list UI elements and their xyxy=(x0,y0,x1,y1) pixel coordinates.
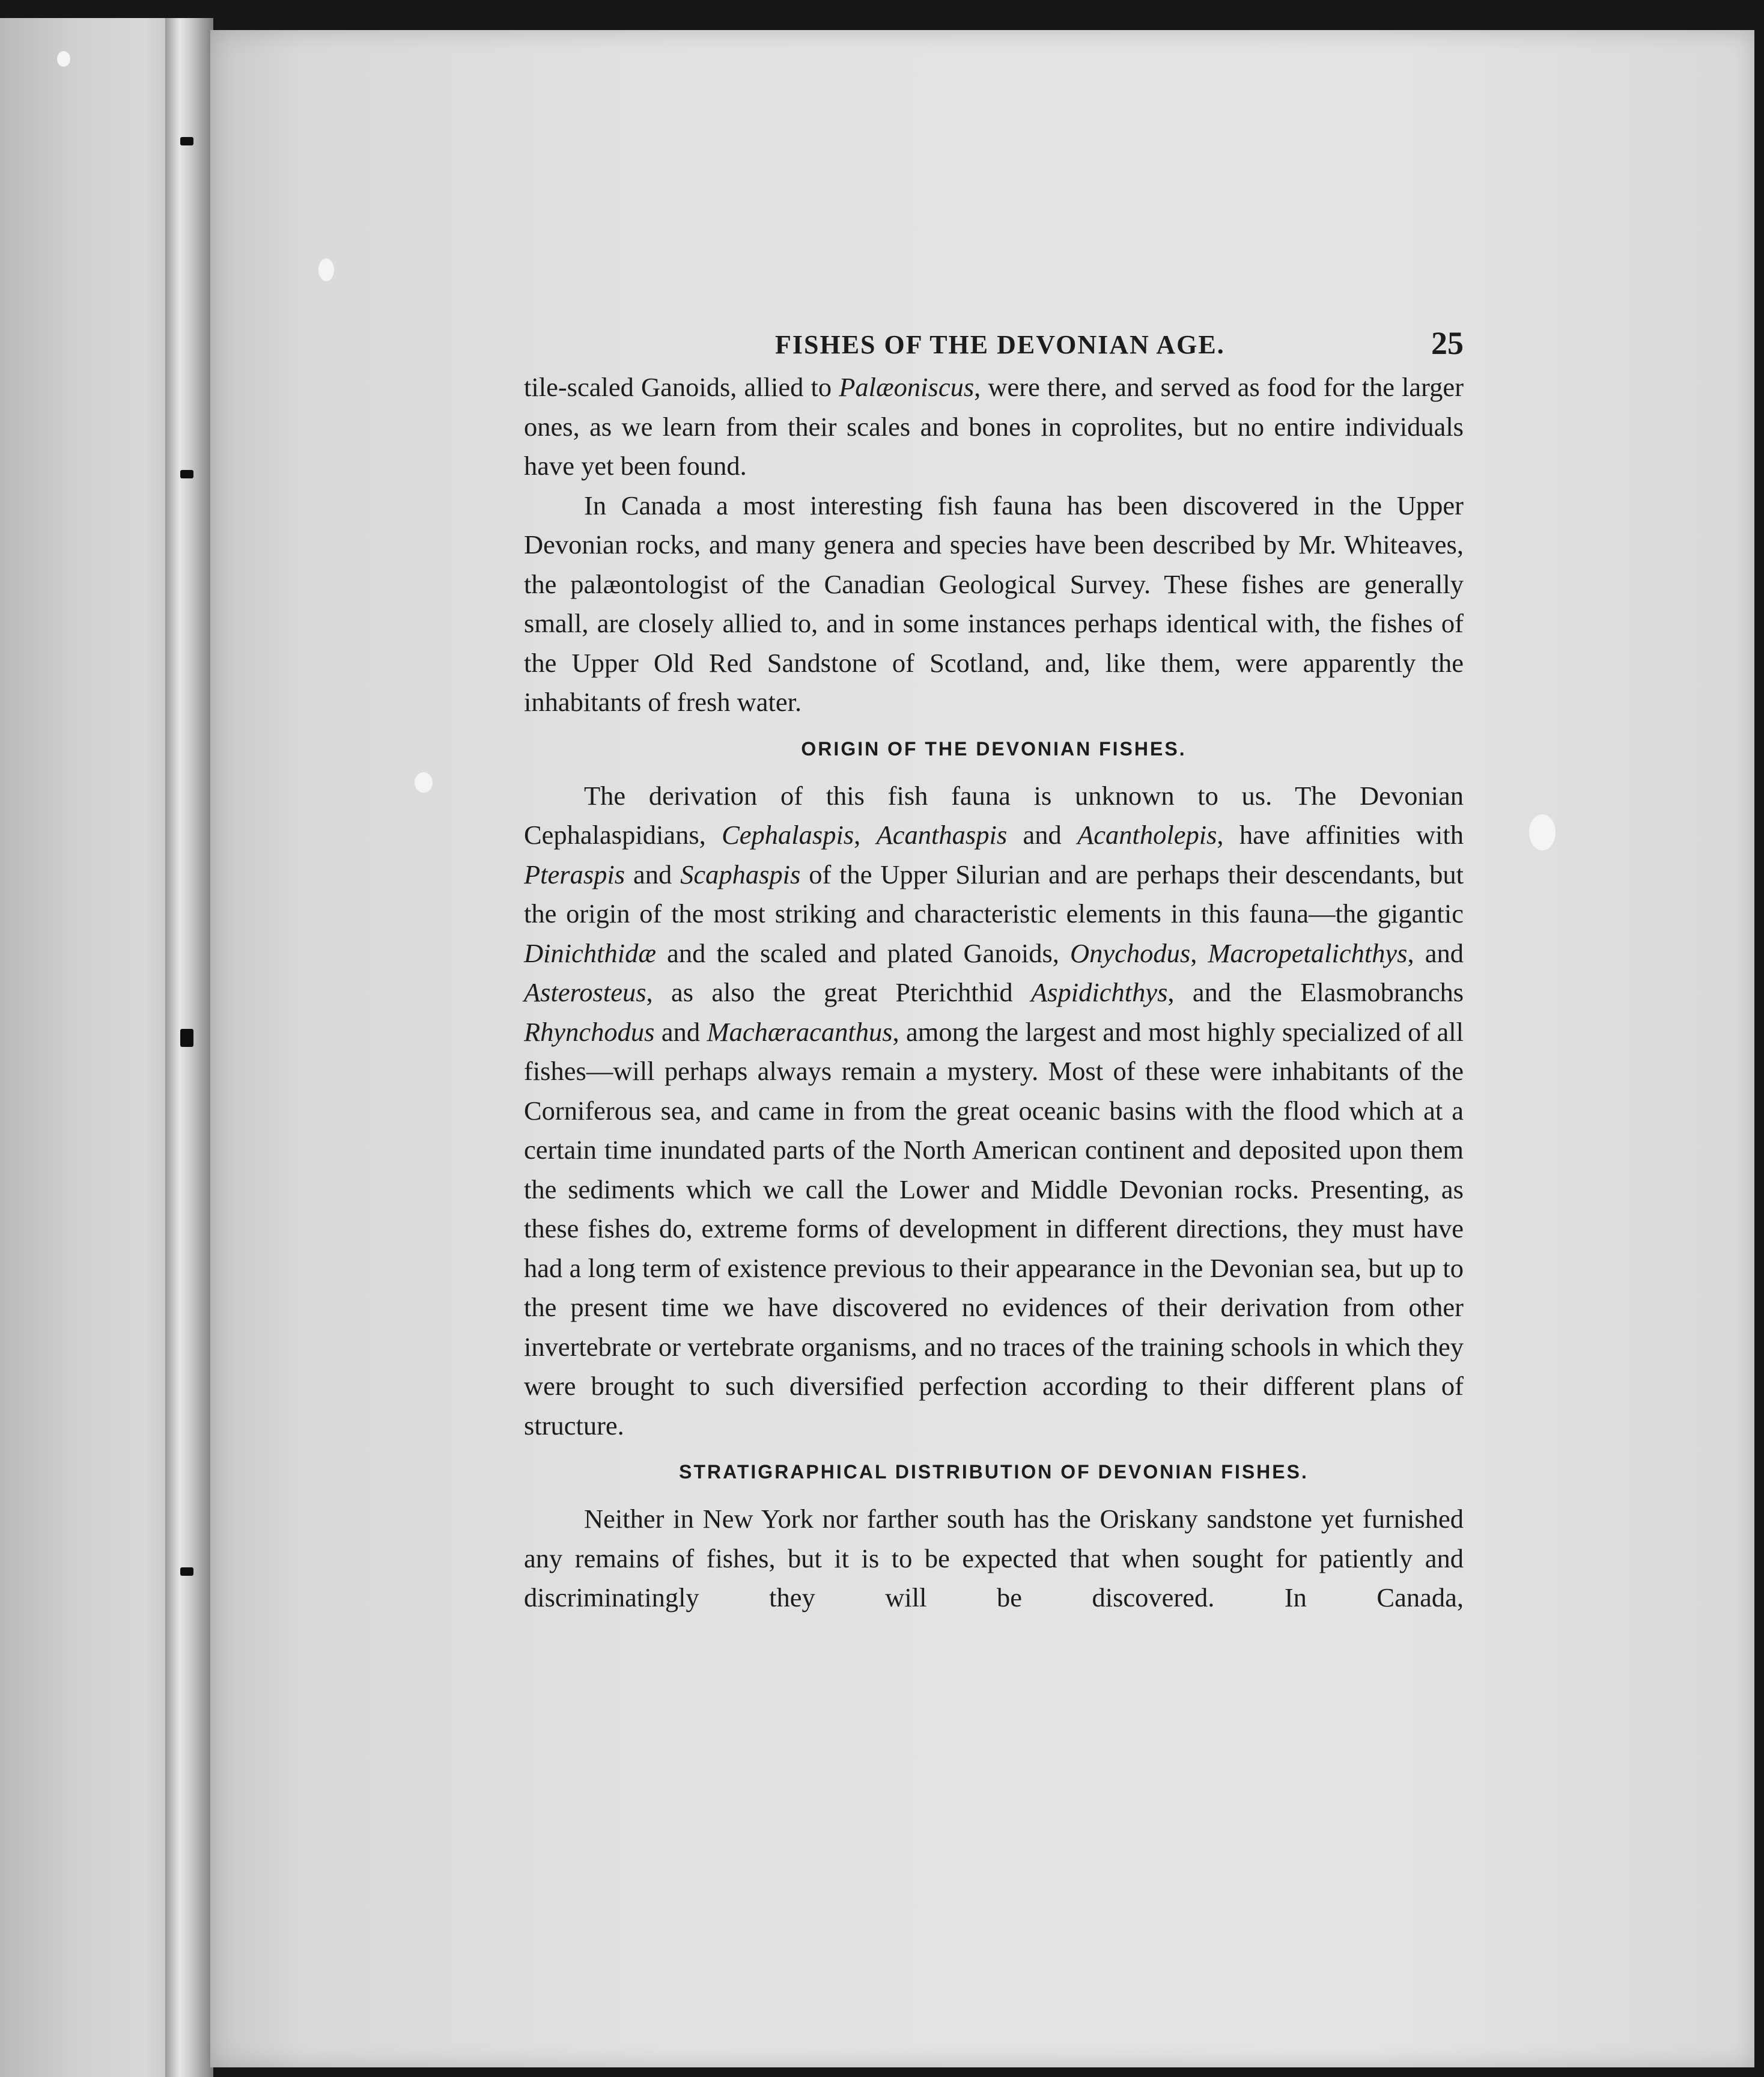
paper-speck xyxy=(318,258,334,281)
paper-speck xyxy=(57,51,70,67)
page-text xyxy=(524,325,1464,1618)
binding-stitch xyxy=(180,137,193,145)
section-heading: ORIGIN OF THE DEVONIAN FISHES. xyxy=(801,737,1187,760)
paragraph: Neither in New York nor farther south has the Oriskany sandstone yet furnished any remains of fishes, but it is to be expected that when sought for patiently and discriminatingly they will be discovered. In Canada, xyxy=(524,1504,1464,1612)
paragraph: tile-scaled Ganoids, allied to Palæoniscus, were there, and served as food for the larger ones, as we learn from their scales and bones in coprolites, but no entire individuals have yet been found. xyxy=(524,372,1464,481)
paragraph: In Canada a most interesting fish fauna has been discovered in the Upper Devonian rocks, and many genera and species have been described by Mr. Whiteaves, the palæontologist of the Canadian Geological Survey. These fishes are generally small, are closely allied to, and in some instances perhaps identical with, the fishes of the Upper Old Red Sandstone of Scotland, and, like them, were apparently the inhabitants of fresh water. xyxy=(524,490,1464,717)
binding-stitch xyxy=(180,1029,193,1047)
page-number: 25 xyxy=(1431,325,1464,361)
paragraph: The derivation of this fish fauna is unknown to us. The Devonian Cephalaspidians, Cephalaspis, Acanthaspis and Acantholepis, have affinities with Pteraspis and Scaphaspis of the Upper Silurian and are perhaps their descendants, but the origin of the most striking and characteristic elements in this fauna—the gigantic Dinichthidæ and the scaled and plated Ganoids, Onychodus, Macropetalichthys, and Asterosteus, as also the great Pterichthid Aspidichthys, and the Elasmobranchs Rhynchodus and Machæracanthus, among the largest and most highly specialized of all fishes—will perhaps always remain a mystery. Most of these were inhabitants of the Corniferous sea, and came in from the great oceanic basins with the flood which at a certain time inundated parts of the North American continent and deposited upon them the sediments which we call the Lower and Middle Devonian rocks. Presenting, as these fishes do, extreme forms of development in different directions, they must have had a long term of existence previous to their appearance in the Devonian sea, but up to the present time we have discovered no evidences of their derivation from other invertebrate or vertebrate organisms, and no traces of the training schools in which they were brought to such diversified perfection according to their different plans of structure. xyxy=(524,780,1464,1441)
binding-stitch xyxy=(180,470,193,478)
paper-speck xyxy=(1529,814,1556,850)
facing-page-edge xyxy=(0,18,180,2077)
running-head xyxy=(524,325,1464,368)
binding-stitch xyxy=(180,1567,193,1576)
running-title: FISHES OF THE DEVONIAN AGE. xyxy=(775,330,1225,359)
paper-speck xyxy=(415,772,433,793)
book-gutter xyxy=(165,18,213,2077)
section-heading: STRATIGRAPHICAL DISTRIBUTION OF DEVONIAN FISHES. xyxy=(679,1461,1309,1483)
